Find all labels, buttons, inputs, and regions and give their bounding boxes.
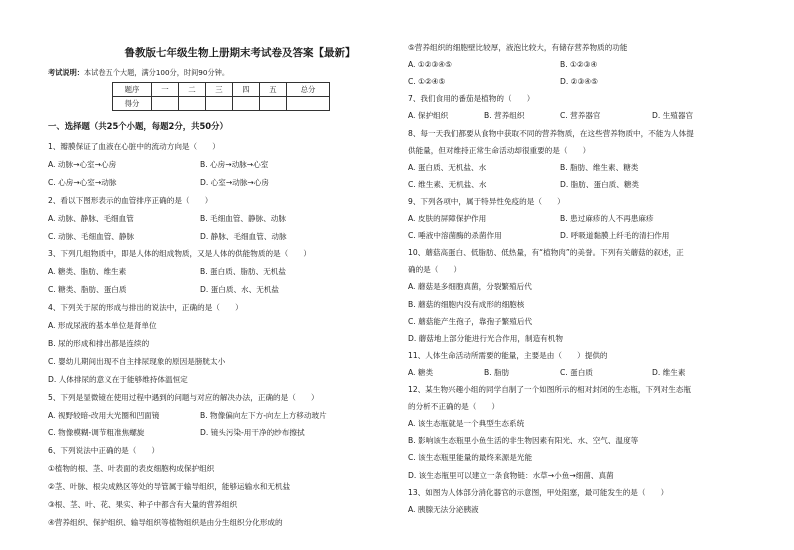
score-cell (206, 97, 233, 111)
instructions-label: 考试说明： (48, 68, 84, 77)
question-line: ①植物的根、茎、叶表面的表皮细胞构成保护组织 (48, 464, 215, 474)
option-a: C. 心房→心室→动脉 (48, 177, 117, 187)
option-row (48, 232, 388, 242)
question-line: 2、看以下图形表示的血管排序正确的是（ ） (48, 195, 213, 205)
option-d: D. 维生素 (652, 367, 686, 377)
question-line: 12、某生物兴趣小组的同学自制了一个如图所示的相对封闭的生态瓶，下列对生态瓶 (408, 385, 692, 394)
question-line: A. 胰腺无法分泌胰液 (408, 504, 479, 514)
score-cell (179, 97, 206, 111)
question-line: ②茎、叶脉、根尖成熟区等处的导管属于输导组织，能够运输水和无机盐 (48, 482, 291, 492)
option-a: A. 糖类 (408, 367, 434, 377)
option-row (408, 111, 748, 121)
option-d: D. 生殖器官 (652, 111, 694, 121)
question-line: D. 该生态瓶里可以建立一条食物链：水草→小鱼→细菌、真菌 (408, 470, 614, 480)
score-row-label: 得分 (113, 97, 152, 111)
question-line: ④营养组织、保护组织、输导组织等植物组织是由分生组织分化形成的 (48, 517, 283, 527)
question-line: 1、瓣膜保证了血液在心脏中的流动方向是（ ） (48, 142, 220, 151)
option-row (408, 60, 748, 70)
option-b: B. 物像偏向左下方-向左上方移动玻片 (200, 410, 327, 420)
question-line: A. 形成尿液的基本单位是肾单位 (48, 321, 157, 330)
question-line: C. 蘑菇能产生孢子，靠孢子繁殖后代 (408, 316, 533, 326)
option-row (408, 368, 748, 378)
option-b: B. 营养组织 (484, 111, 525, 121)
option-b: B. 蛋白质、脂肪、无机盐 (200, 267, 286, 277)
question-line: 的分析不正确的是（ ） (408, 402, 500, 412)
question-line: 确的是（ ） (408, 265, 462, 275)
score-cell (287, 97, 330, 111)
question-line: ③根、茎、叶、花、果实、种子中都含有大量的营养组织 (48, 500, 238, 509)
option-row (48, 160, 388, 170)
question-line: ⑤营养组织的细胞壁比较厚，液泡比较大，有储存营养物质的功能 (408, 43, 628, 52)
exam-instructions (48, 68, 229, 78)
option-a: C. 维生素、无机盐、水 (408, 179, 487, 189)
score-table (112, 82, 330, 111)
option-a: A. 动脉、静脉、毛细血管 (48, 213, 134, 223)
option-b: B. 心房→动脉→心室 (200, 159, 269, 169)
question-line: 6、下列说法中正确的是（ ） (48, 446, 160, 456)
option-a: A. 保护组织 (408, 111, 449, 121)
option-b: D. 脂肪、蛋白质、糖类 (560, 179, 640, 189)
option-b: D. ②③④⑤ (560, 77, 598, 87)
score-header: 一 (152, 83, 179, 97)
option-b: B. 脂肪、维生素、糖类 (560, 162, 639, 172)
option-row (48, 411, 388, 421)
option-a: C. ①②④⑤ (408, 77, 446, 87)
option-b: B. 毛细血管、静脉、动脉 (200, 213, 286, 223)
option-row (408, 163, 748, 173)
question-line: C. 婴幼儿期间出现不自主排尿现象的原因是膀胱太小 (48, 356, 226, 366)
question-line: 8、每一天我们都要从食物中获取不同的营养物质，在这些营养物质中，不能为人体提 (408, 128, 694, 138)
score-header: 二 (179, 83, 206, 97)
question-line: B. 影响该生态瓶里小鱼生活的非生物因素有阳光、水、空气、温度等 (408, 436, 639, 446)
question-line: 5、下列是显微镜在使用过程中遇到的问题与对应的解决办法，正确的是（ ） (48, 392, 319, 402)
option-row (48, 178, 388, 188)
option-b: D. 镜头污染-用干净的纱布擦拭 (200, 428, 305, 438)
option-c: C. 蛋白质 (560, 367, 593, 377)
option-b: B. 患过麻疹的人不再患麻疹 (560, 214, 654, 223)
question-line: A. 该生态瓶就是一个典型生态系统 (408, 419, 525, 429)
option-row (48, 214, 388, 224)
score-cell (152, 97, 179, 111)
question-line: C. 该生态瓶里能量的最终来源是光能 (408, 453, 533, 463)
question-line: 10、蘑菇高蛋白、低脂肪、低热量，有“植物肉”的美誉。下列有关蘑菇的叙述，正 (408, 248, 684, 258)
option-a: A. 皮肤的屏障保护作用 (408, 214, 487, 223)
option-a: A. 糖类、脂肪、维生素 (48, 267, 127, 277)
option-b: B. 脂肪 (484, 367, 510, 377)
option-a: C. 唾液中溶菌酶的杀菌作用 (408, 231, 502, 241)
option-row (48, 285, 388, 295)
option-row (408, 231, 748, 241)
score-header: 总分 (287, 83, 330, 97)
question-line: 13、如图为人体部分消化器官的示意图，甲处阻塞，最可能发生的是（ ） (408, 487, 669, 497)
question-line: 供能量，但对维持正常生命活动却很重要的是（ ） (408, 145, 591, 155)
option-a: C. 物像模糊-调节粗准焦螺旋 (48, 428, 145, 438)
score-header: 三 (206, 83, 233, 97)
option-row (408, 214, 748, 224)
option-row (408, 180, 748, 190)
question-line: 4、下列关于尿的形成与排出的说法中，正确的是（ ） (48, 303, 243, 313)
question-line: B. 蘑菇的细胞内没有成形的细胞核 (408, 299, 525, 309)
option-a: A. 蛋白质、无机盐、水 (408, 162, 487, 172)
option-b: D. 呼吸道黏膜上纤毛的清扫作用 (560, 231, 670, 241)
option-a: A. 视野较暗-改用大光圈和凹面镜 (48, 410, 160, 420)
score-header: 四 (233, 83, 260, 97)
question-line: A. 蘑菇是多细胞真菌，分裂繁殖后代 (408, 282, 532, 292)
score-header: 五 (260, 83, 287, 97)
question-line: B. 尿的形成和排出都是连续的 (48, 338, 150, 348)
score-cell (233, 97, 260, 111)
score-header: 题序 (113, 83, 152, 97)
option-a: A. 动脉→心室→心房 (48, 159, 117, 169)
question-line: D. 人体排尿的意义在于能够维持体温恒定 (48, 374, 188, 384)
option-row (48, 428, 388, 438)
option-b: D. 心室→动脉→心房 (200, 177, 269, 187)
option-a: A. ①②③④⑤ (408, 60, 452, 70)
exam-title: 鲁教版七年级生物上册期末考试卷及答案【最新】 (124, 47, 356, 59)
option-row (408, 77, 748, 87)
question-line: 3、下列几组物质中，即是人体的组成物质，又是人体的供能物质的是（ ） (48, 249, 312, 259)
option-b: B. ①②③④ (560, 60, 598, 70)
option-a: C. 糖类、脂肪、蛋白质 (48, 285, 127, 295)
section-title: 一、选择题（共25个小题，每题2分，共50分） (48, 121, 228, 131)
question-line: 7、我们食用的番茄是植物的（ ） (408, 94, 535, 104)
score-cell (260, 97, 287, 111)
option-a: C. 动脉、毛细血管、静脉 (48, 231, 135, 241)
question-line: D. 蘑菇地上部分能进行光合作用，制造有机物 (408, 333, 563, 343)
option-row (48, 267, 388, 277)
instructions-text: 本试卷五个大题，满分100分，时间90分钟。 (83, 68, 230, 77)
option-b: D. 蛋白质、水、无机盐 (200, 285, 280, 295)
question-line: 9、下列各项中，属于特异性免疫的是（ ） (408, 196, 565, 206)
option-b: D. 静脉、毛细血管、动脉 (200, 231, 287, 241)
option-c: C. 营养器官 (560, 111, 601, 121)
question-line: 11、人体生命活动所需要的能量，主要是由（ ）提供的 (408, 350, 608, 360)
